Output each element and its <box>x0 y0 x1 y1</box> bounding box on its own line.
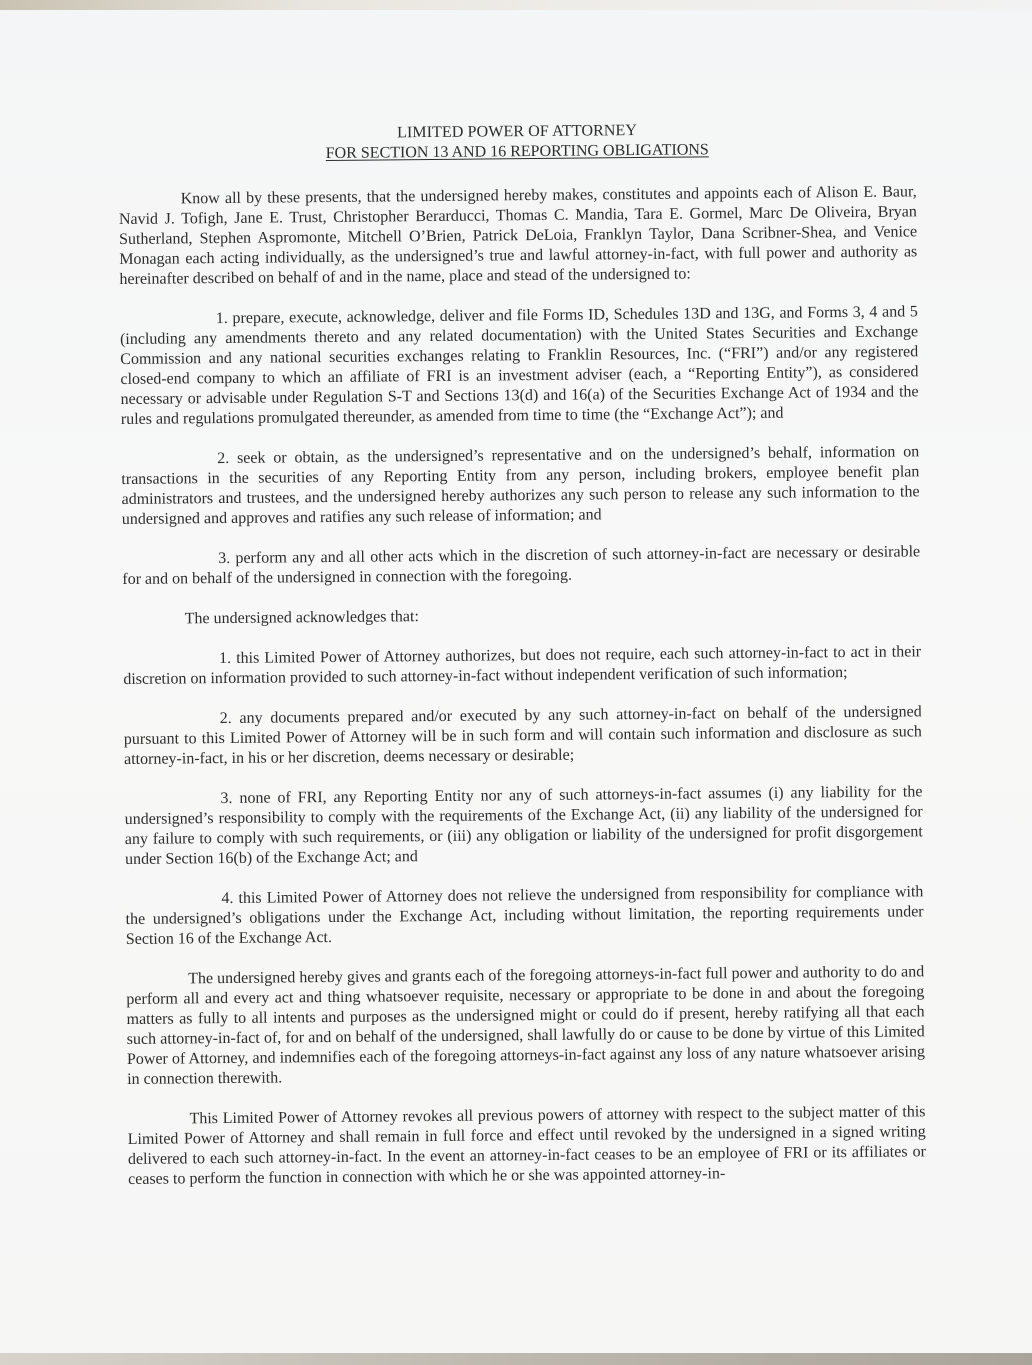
grant-paragraph: The undersigned hereby gives and grants each of the foregoing attorneys-in-fact full power and authority to do and perform all and every act and thing whatsoever requisite, necessary or appropriate to be done in and about the foregoing matters as fully to all intents and purposes as the undersigned might or could do if present, hereby ratifying all that each such attorney-in-fact of, for and on behalf of the undersigned, shall lawfully do or cause to be done by virtue of this Limited Power of Attorney, and indemnifies each of the foregoing attorneys-in-fact against any loss of any nature whatsoever arising in connection therewith. <box>126 963 926 1088</box>
revocation-paragraph: This Limited Power of Attorney revokes all previous powers of attorney with respect to the subject matter of this Limited Power of Attorney and shall remain in full force and effect until revoked by the undersigned in a signed writing delivered to each such attorney-in-fact. In the event an attorney-in-fact ceases to be an employee of FRI or its affiliates or ceases to perform the function in connection with which he or she was appointed attorney-in- <box>127 1103 926 1188</box>
acknowledgement-item-2: 2. any documents prepared and/or executed by any such attorney-in-fact on behalf of the undersigned pursuant to this Limited Power of Attorney will be in such form and will contain such information and disclosure as such attorney-in-fact, in his or her discretion, deems necessary or desirable; <box>123 703 922 768</box>
document-title: LIMITED POWER OF ATTORNEY <box>396 122 638 142</box>
power-item-2: 2. seek or obtain, as the undersigned’s representative and on the undersigned’s behalf, information on transactions in the securities of any Reporting Entity from any person, including brokers, employee benefit plan administrators and trustees, and the undersigned hereby authorizes any such person to release any such information to the undersigned and approves and ratifies any such release of information; and <box>121 443 920 528</box>
acknowledgement-item-4: 4. this Limited Power of Attorney does not relieve the undersigned from responsibility for compliance with the undersigned’s obligations under the Exchange Act, including without limitation, the reporting requirements under Section 16 of the Exchange Act. <box>125 883 924 948</box>
page-bottom-edge <box>0 1353 1032 1365</box>
acknowledgement-item-1: 1. this Limited Power of Attorney authorizes, but does not require, each such attorney-in-fact to act in their discretion on information provided to such attorney-in-fact without independent verification of such information; <box>123 643 922 688</box>
acknowledges-heading: The undersigned acknowledges that: <box>184 608 419 628</box>
page-top-edge <box>0 0 1032 10</box>
document-body <box>118 118 926 1190</box>
power-item-3: 3. perform any and all other acts which in the discretion of such attorney-in-fact are necessary or desirable for and on behalf of the undersigned in connection with the foregoing. <box>122 543 921 588</box>
document-subtitle: FOR SECTION 13 AND 16 REPORTING OBLIGATIONS <box>325 141 709 163</box>
power-item-1: 1. prepare, execute, acknowledge, deliver and file Forms ID, Schedules 13D and 13G, and Forms 3, 4 and 5 (including any amendments thereto and any related documentation) with the United States Securities and Exchange Commission and any national securities exchanges relating to Franklin Resources, Inc. (“FRI”) and/or any registered closed-end company to which an affiliate of FRI is an investment adviser (each, a “Reporting Entity”), as considered necessary or advisable under Regulation S-T and Sections 13(d) and 16(a) of the Securities Exchange Act of 1934 and the rules and regulations promulgated thereunder, as amended from time to time (the “Exchange Act”); and <box>119 303 919 428</box>
acknowledgement-item-3: 3. none of FRI, any Reporting Entity nor any of such attorneys-in-fact assumes (i) any liability for the undersigned’s responsibility to comply with the requirements of the Exchange Act, (ii) any liability of the undersigned for any failure to comply with such requirements, or (iii) any obligation or liability of the undersigned for profit disgorgement under Section 16(b) of the Exchange Act; and <box>124 783 923 868</box>
intro-paragraph: Know all by these presents, that the undersigned hereby makes, constitutes and appoints each of Alison E. Baur, Navid J. Tofigh, Jane E. Trust, Christopher Berarducci, Thomas C. Mandia, Tara E. Gormel, Marc De Oliveira, Bryan Sutherland, Stephen Aspromonte, Mitchell O’Brien, Patrick DeLoia, Franklyn Taylor, Dana Scribner-Shea, and Venice Monagan each acting individually, as the undersigned’s true and lawful attorney-in-fact, with full power and authority as hereinafter described on behalf of and in the name, place and stead of the undersigned to: <box>118 183 918 288</box>
